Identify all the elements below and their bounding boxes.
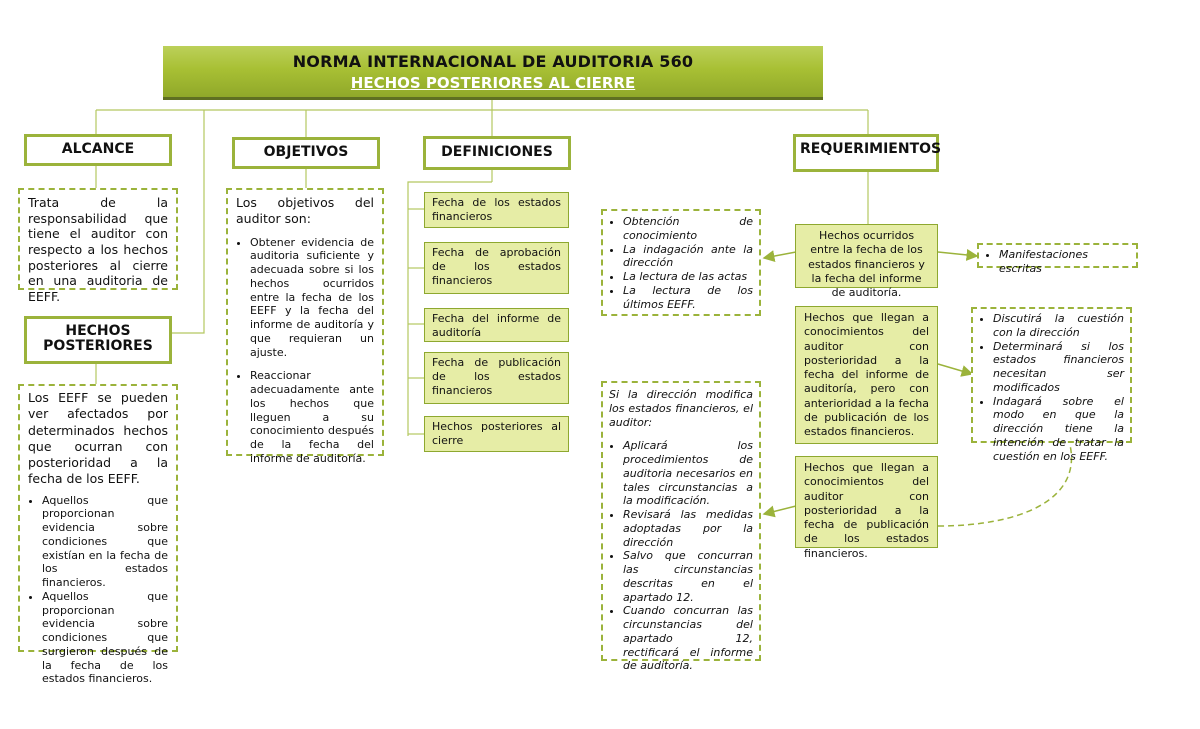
manifestaciones-box	[977, 243, 1138, 275]
alcance-text: Trata de la responsabilidad que tiene el auditor con respecto a los hechos posteriores al cierre en una auditoria de EEFF.	[28, 195, 168, 304]
requerimiento-box-1	[795, 224, 938, 300]
title-box	[163, 46, 823, 100]
definicion-label: Fecha de los estados financieros	[432, 196, 561, 223]
definicion-item	[424, 352, 569, 404]
list-item: • Indagará sobre el modo en que la dirección tiene la intención de tratar la cuestión en los EEFF.	[993, 395, 1124, 464]
arrow-to-obtencion	[764, 252, 796, 258]
requerimiento-text: Hechos que llegan a conocimientos del auditor con posterioridad a la fecha del informe de auditoría, pero con anterioridad a la fecha de publicación de los estados financieros.	[804, 311, 929, 439]
list-item: • Discutirá la cuestión con la dirección	[993, 312, 1124, 340]
list-item: • Obtención de conocimiento	[623, 215, 753, 243]
si-direccion-list	[609, 439, 753, 673]
definicion-item	[424, 192, 569, 228]
hechos-posteriores-text: Los EEFF se pueden ver afectados por determinados hechos que ocurran con posterioridad a la fecha de los EEFF.	[28, 390, 168, 487]
hechos-posteriores-list	[28, 494, 168, 687]
si-direccion-box	[601, 381, 761, 673]
requerimientos-header-label: REQUERIMIENTOS	[800, 141, 942, 157]
hechos-posteriores-box	[18, 384, 178, 686]
list-item: • La lectura de las actas	[623, 270, 753, 284]
list-item: • Salvo que concurran las circunstancias descritas en el apartado 12.	[623, 549, 753, 604]
list-item: • Obtener evidencia de auditoria suficiente y adecuada sobre si los hechos ocurridos entre la fecha de los EEFF y la fecha del informe de auditoría y que requieran un ajuste.	[250, 236, 374, 360]
list-item: • Aquellos que proporcionan evidencia sobre condiciones que existían en la fecha de los estados financieros.	[42, 494, 168, 590]
objetivos-list	[236, 236, 374, 466]
objetivos-header	[232, 137, 380, 169]
definicion-label: Hechos posteriores al cierre	[432, 420, 561, 447]
list-item: • Reaccionar adecuadamente ante los hechos que lleguen a su conocimiento después de la fecha del informe de auditoría.	[250, 369, 374, 465]
list-item: • Aplicará los procedimientos de auditoria necesarios en tales circunstancias a la modificación.	[623, 439, 753, 508]
list-item: • La indagación ante la dirección	[623, 243, 753, 271]
arrow-to-si-direccion	[764, 506, 796, 514]
alcance-text-box	[18, 188, 178, 304]
alcance-header	[24, 134, 172, 166]
obtencion-box	[601, 209, 761, 316]
discutira-list	[979, 312, 1124, 463]
objetivos-box	[226, 188, 384, 465]
definicion-label: Fecha de aprobación de los estados financieros	[432, 246, 561, 287]
obtencion-list	[609, 215, 753, 311]
definicion-label: Fecha del informe de auditoría	[432, 312, 561, 339]
manifestaciones-list	[985, 248, 1130, 276]
definicion-item	[424, 242, 569, 294]
list-item: • Manifestaciones escritas	[999, 248, 1130, 276]
requerimiento-text: Hechos ocurridos entre la fecha de los estados financieros y la fecha del informe de auditoría.	[808, 229, 925, 300]
si-direccion-intro: Si la dirección modifica los estados financieros, el auditor:	[609, 388, 753, 429]
list-item: • Cuando concurran las circunstancias del apartado 12, rectificará el informe de auditoría.	[623, 604, 753, 673]
hechos-posteriores-header-label: HECHOS POSTERIORES	[43, 323, 153, 355]
alcance-header-label: ALCANCE	[61, 141, 135, 157]
definicion-item	[424, 416, 569, 452]
objetivos-intro: Los objetivos del auditor son:	[236, 195, 374, 227]
requerimiento-text: Hechos que llegan a conocimientos del auditor con posterioridad a la fecha de publicación de los estados financieros.	[804, 461, 929, 560]
hechos-posteriores-header	[24, 316, 172, 364]
list-item: • Aquellos que proporcionan evidencia sobre condiciones que surgieron después de la fecha de los estados financieros.	[42, 590, 168, 686]
list-item: • La lectura de los últimos EEFF.	[623, 284, 753, 312]
arrow-to-manifestaciones	[938, 252, 977, 256]
list-item: • Determinará si los estados financieros necesitan ser modificados	[993, 340, 1124, 395]
definiciones-header-label: DEFINICIONES	[441, 144, 553, 160]
title-main: NORMA INTERNACIONAL DE AUDITORIA 560	[292, 52, 694, 71]
arrow-to-discutira	[938, 364, 972, 374]
requerimientos-header	[793, 134, 942, 172]
discutira-box	[971, 307, 1132, 463]
definiciones-header	[423, 136, 571, 170]
requerimiento-box-2	[795, 306, 938, 444]
title-sub: HECHOS POSTERIORES AL CIERRE	[350, 74, 636, 92]
objetivos-header-label: OBJETIVOS	[263, 144, 349, 160]
list-item: • Revisará las medidas adoptadas por la dirección	[623, 508, 753, 549]
definicion-item	[424, 308, 569, 342]
requerimiento-box-3	[795, 456, 938, 560]
definicion-label: Fecha de publicación de los estados financieros	[432, 356, 561, 397]
